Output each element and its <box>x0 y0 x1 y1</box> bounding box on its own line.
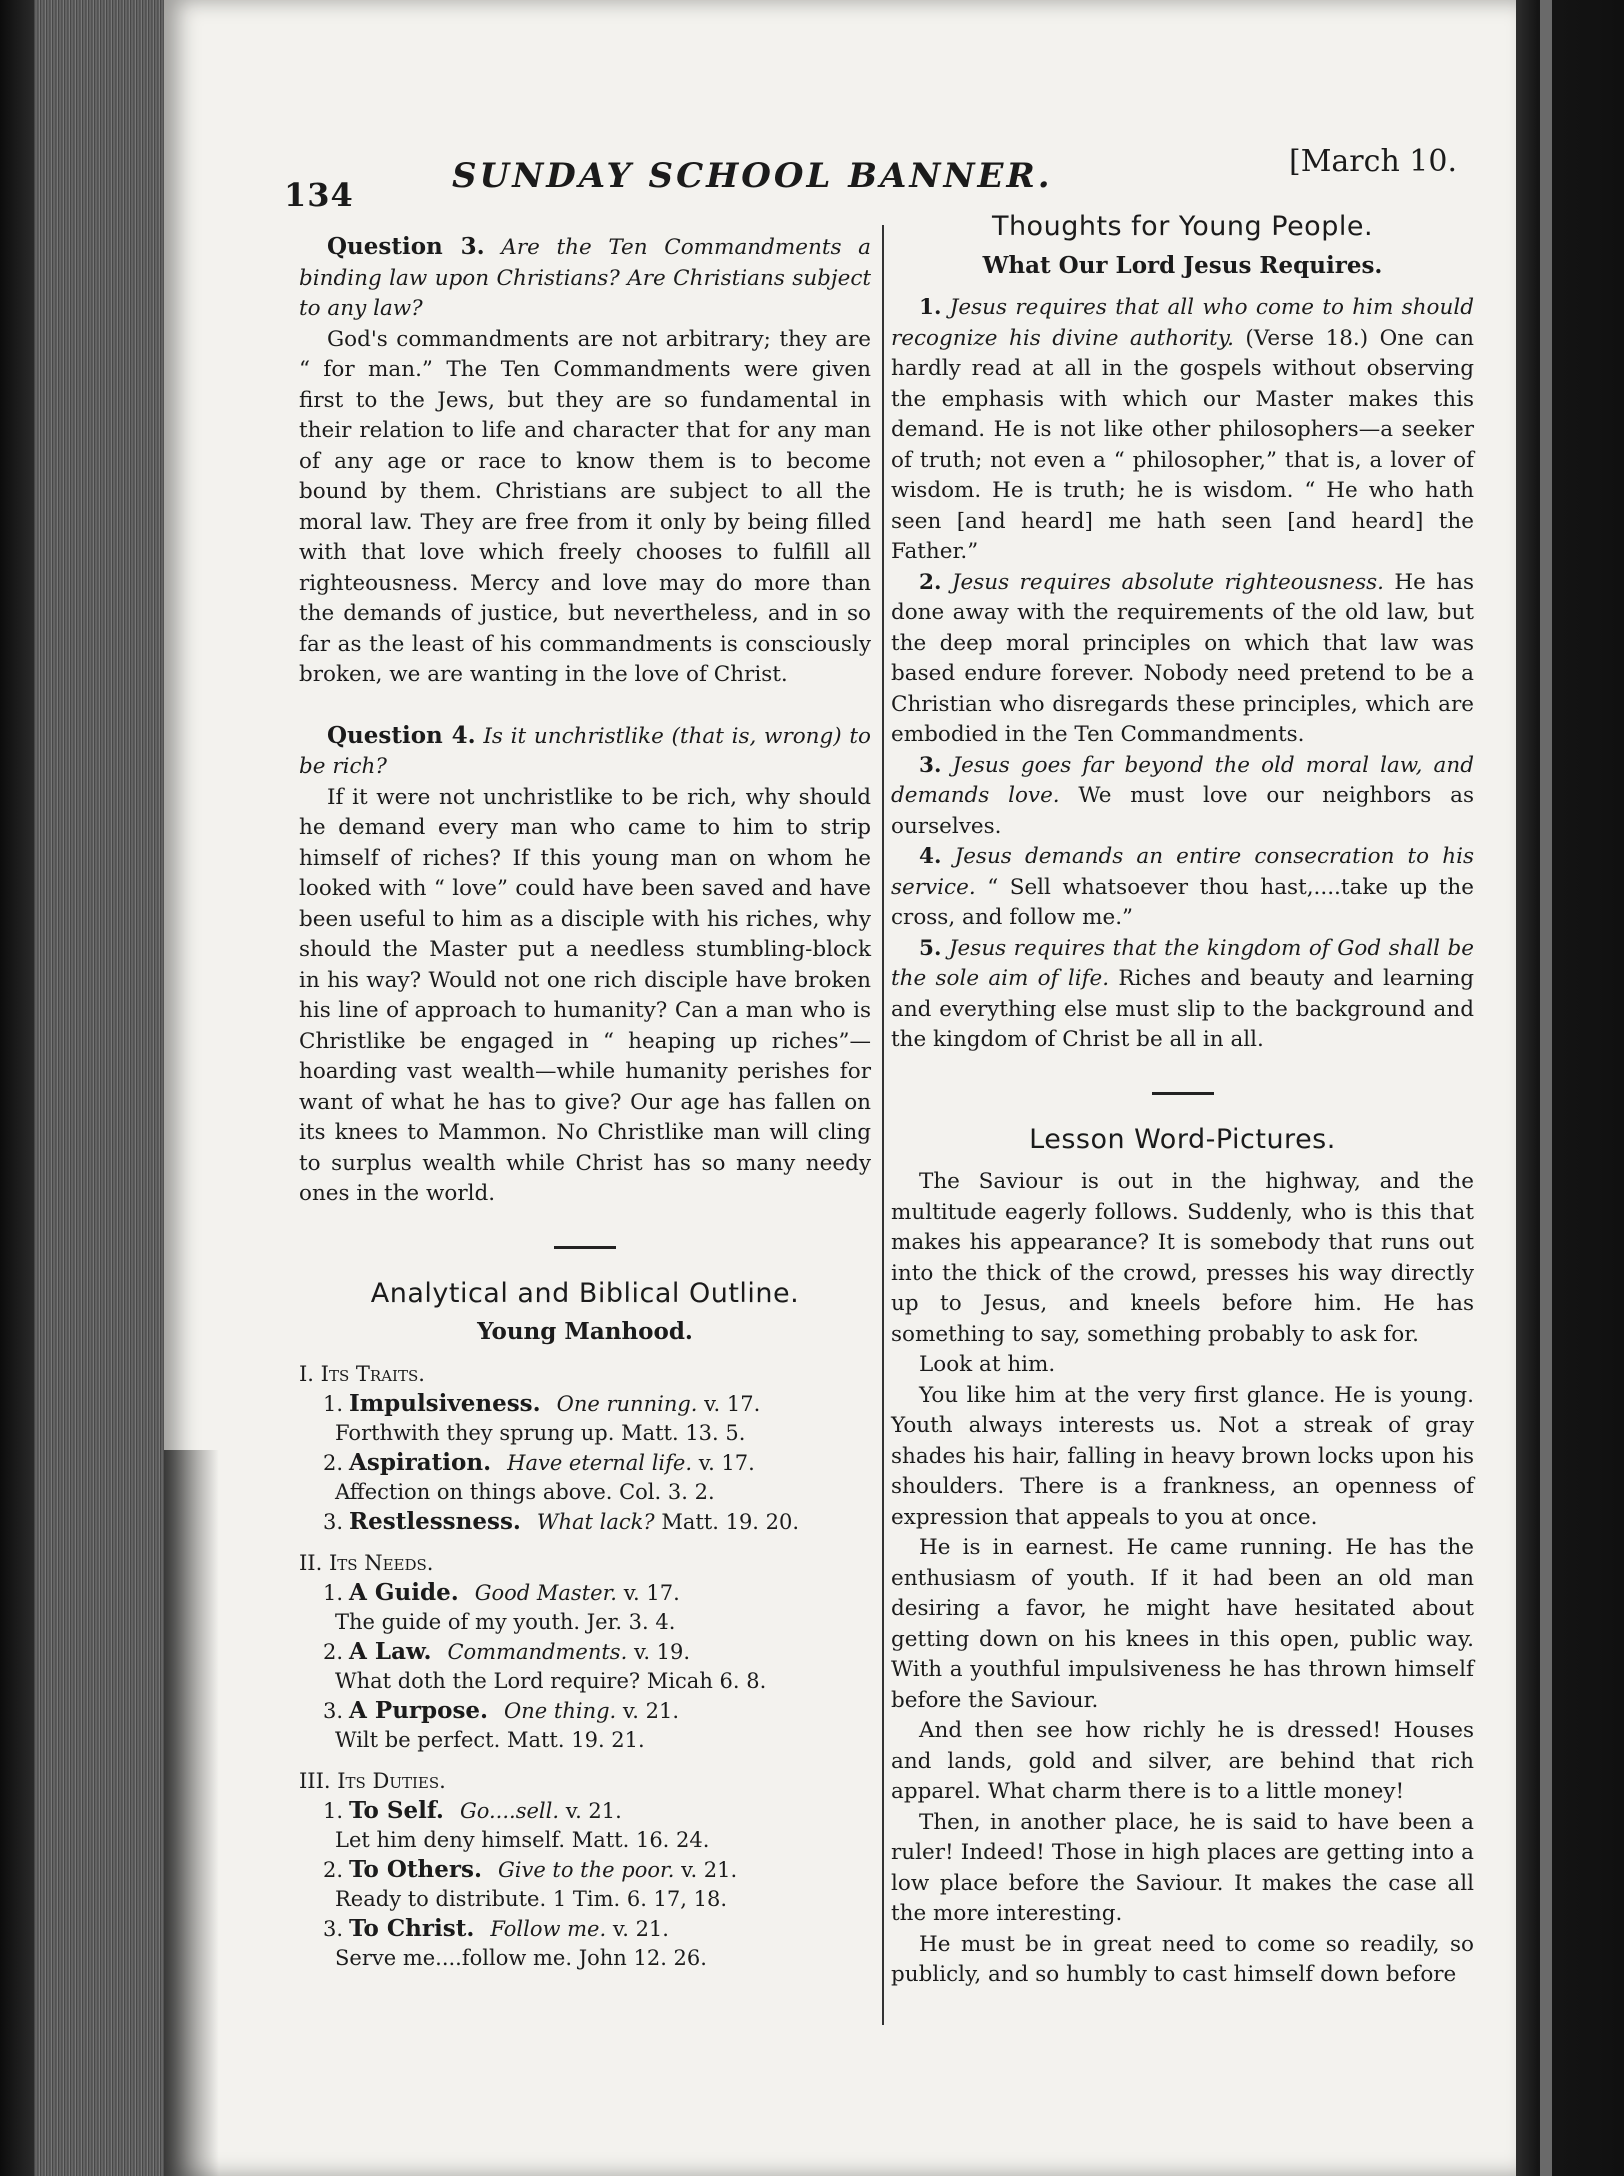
outline-item-crossref: Ready to distribute. 1 Tim. 6. 17, 18. <box>335 1886 728 1911</box>
word-picture-paragraph: Then, in another place, he is said to have been a ruler! Indeed! Those in high places are getting into a low place before the Saviour. It makes the case all the more interesting. <box>891 1809 1474 1926</box>
outline-item-quote: One running. <box>556 1391 698 1416</box>
outline-subheading: Young Manhood. <box>477 1318 693 1345</box>
thought-point-text: (Verse 18.) One can hardly read at all in the gospels without observing the emphasis with which our Master makes this demand. He is not like other philosophers—a seeker of truth; not even a “ philosopher,” that is, a lover of wisdom. He is truth; he is wisdom. “ He who hath seen [and heard] me hath seen [and heard] the Father.” <box>891 325 1474 564</box>
outline-item-term: Restlessness. <box>349 1507 521 1535</box>
thought-point-text: He has done away with the requirements of the old law, but the deep moral principles on which that law was based endure forever. Nobody need pretend to be a Christian who disregards these principles, which are embodied in the Ten Commandments. <box>891 569 1474 747</box>
outline-item <box>299 1448 871 1478</box>
outline-item-quote: Good Master. <box>474 1580 617 1605</box>
outline-item-crossref: Serve me....follow me. John 12. 26. <box>335 1945 707 1970</box>
thoughts-subheading: What Our Lord Jesus Requires. <box>982 251 1383 279</box>
outline-section <box>299 1549 871 1755</box>
thought-point <box>891 293 1474 568</box>
outline-item-reference: v. 17. <box>698 1450 755 1475</box>
section-divider <box>1152 1092 1214 1095</box>
thought-point <box>891 568 1474 751</box>
outline-item-number: 1. <box>323 1391 344 1416</box>
column-divider <box>882 225 884 2025</box>
issue-date: [March 10. <box>1289 144 1458 179</box>
outline-section-title: I. Its Traits. <box>299 1361 425 1386</box>
outline-item <box>299 1914 871 1944</box>
outline-item-reference: Matt. 19. 20. <box>661 1509 800 1534</box>
thought-point-requirement: Jesus requires absolute righteousness. <box>951 569 1384 595</box>
outline-item <box>299 1637 871 1667</box>
outline-item-crossref: Affection on things above. Col. 3. 2. <box>335 1479 715 1504</box>
outline-item-crossref: What doth the Lord require? Micah 6. 8. <box>335 1668 767 1693</box>
outline-item-crossref: Wilt be perfect. Matt. 19. 21. <box>335 1727 645 1752</box>
thought-point-number: 3. <box>919 752 942 778</box>
outline-item <box>299 1507 871 1537</box>
outline-item-term: Impulsiveness. <box>349 1389 541 1417</box>
thoughts-points <box>891 293 1474 1056</box>
outline-item-quote: Commandments. <box>447 1639 628 1664</box>
outline-item-crossref: The guide of my youth. Jer. 3. 4. <box>335 1609 676 1634</box>
thought-point <box>891 934 1474 1056</box>
book-spine <box>0 0 34 2176</box>
word-picture-paragraph: And then see how richly he is dressed! Houses and lands, gold and silver, are behind that rich apparel. What charm there is to a little money! <box>891 1718 1474 1804</box>
outline-item-number: 2. <box>323 1450 344 1475</box>
thoughts-heading: Thoughts for Young People. <box>991 211 1374 242</box>
outline-item-number: 3. <box>323 1509 344 1534</box>
outline-item-number: 2. <box>323 1639 344 1664</box>
outline-item-quote: One thing. <box>504 1698 617 1723</box>
question-4-label: Question 4. <box>327 721 476 749</box>
facing-page-edge <box>1540 0 1552 2176</box>
scan-background-right <box>1516 0 1624 2176</box>
outline-item-quote: Give to the poor. <box>497 1857 675 1882</box>
word-pictures-body <box>891 1167 1474 1991</box>
right-column <box>891 212 1474 1991</box>
outline-item <box>299 1389 871 1419</box>
outline-item-term: To Others. <box>349 1855 482 1883</box>
outline-list <box>299 1360 871 1973</box>
outline-item-reference: v. 17. <box>623 1580 680 1605</box>
question-3 <box>299 232 871 325</box>
page-header <box>284 140 1484 214</box>
word-picture-paragraph: He is in earnest. He came running. He has the enthusiasm of youth. If it had been an old man desiring a favor, he might have hesitated about getting down on his knees in this open, public way. With a youthful impulsiveness he has thrown himself before the Saviour. <box>891 1535 1474 1713</box>
outline-section <box>299 1767 871 1973</box>
thought-point <box>891 842 1474 934</box>
question-3-answer: God's commandments are not arbitrary; they are “ for man.” The Ten Commandments were given first to the Jews, but they are so fundamental in their relation to life and character that for any man of any age or race to know them is to become bound by them. Christians are subject to all the moral law. They are free from it only by being filled with that love which freely chooses to fulfill all righteousness. Mercy and love may do more than the demands of justice, but nevertheless, and in so far as the least of his commandments is consciously broken, we are wanting in the love of Christ. <box>299 326 871 687</box>
outline-item <box>299 1578 871 1608</box>
outline-item-reference: v. 21. <box>622 1698 680 1723</box>
outline-item-reference: v. 17. <box>704 1391 761 1416</box>
outline-item-number: 3. <box>323 1916 344 1941</box>
outline-item-reference: v. 21. <box>612 1916 669 1941</box>
outline-item-quote: Have eternal life. <box>507 1450 693 1475</box>
outline-section-title: III. Its Duties. <box>299 1768 446 1793</box>
left-column <box>299 232 871 1973</box>
question-3-label: Question 3. <box>327 233 485 260</box>
thought-point-text: Riches and beauty and learning and everything else must slip to the background and the kingdom of Christ be all in all. <box>891 966 1474 1052</box>
section-divider <box>554 1246 616 1249</box>
outline-item-term: A Law. <box>349 1637 432 1665</box>
outline-section <box>299 1360 871 1537</box>
outline-item-quote: Follow me. <box>490 1916 607 1941</box>
word-picture-paragraph: He must be in great need to come so readily, so publicly, and so humbly to cast himself down before <box>891 1931 1474 1987</box>
outline-item-crossref: Forthwith they sprung up. Matt. 13. 5. <box>335 1420 746 1445</box>
outline-item-number: 3. <box>323 1698 344 1723</box>
question-3-text: Are the Ten Commandments a binding law upon Christians? Are Christians subject to any law? <box>299 235 871 321</box>
binding-shadow <box>164 1450 219 2176</box>
outline-item-quote: Go....sell. <box>459 1798 560 1823</box>
outline-item-reference: v. 21. <box>681 1857 738 1882</box>
thought-point-number: 1. <box>919 295 942 320</box>
outline-item-term: To Self. <box>349 1796 444 1824</box>
outline-item-number: 1. <box>323 1798 344 1823</box>
thought-point-requirement: Jesus requires that the kingdom of God shall be the sole aim of life. <box>891 935 1474 991</box>
spacer <box>299 691 871 721</box>
thought-point-number: 5. <box>919 935 942 961</box>
page-number: 134 <box>284 176 354 214</box>
outline-item-number: 2. <box>323 1857 344 1882</box>
thought-point-text: We must love our neighbors as ourselves. <box>891 783 1474 839</box>
outline-item-term: To Christ. <box>349 1914 475 1942</box>
word-picture-paragraph: Look at him. <box>919 1352 1056 1377</box>
question-4-answer: If it were not unchristlike to be rich, why should he demand every man who came to him to strip himself of riches? If this young man on whom he looked with “ love” could have been saved and have been useful to him as a disciple with his riches, why should the Master put a needless stumbling-block in his way? Would not one rich disciple have broken his line of approach to humanity? Can a man who is Christlike be engaged in “ heaping up riches”—hoarding vast wealth—while humanity perishes for want of what he has to give? Our age has fallen on its knees to Mammon. No Christlike man will cling to surplus wealth while Christ has so many needy ones in the world. <box>299 784 871 1206</box>
thought-point <box>891 751 1474 843</box>
outline-item <box>299 1855 871 1885</box>
word-pictures-heading: Lesson Word-Pictures. <box>1029 1123 1336 1155</box>
outline-item <box>299 1796 871 1826</box>
question-4-text: Is it unchristlike (that is, wrong) to be rich? <box>299 723 871 779</box>
book-page <box>164 0 1516 2176</box>
word-picture-paragraph: The Saviour is out in the highway, and the multitude eagerly follows. Suddenly, who is this that makes his appearance? It is somebody that runs out into the thick of the crowd, presses his way directly up to Jesus, and kneels before him. He has something to say, something probably to ask for. <box>891 1169 1474 1347</box>
outline-item-term: A Purpose. <box>349 1696 489 1724</box>
thought-point-requirement: Jesus goes far beyond the old moral law, and demands love. <box>891 752 1474 808</box>
question-4 <box>299 721 871 783</box>
outline-item-term: Aspiration. <box>349 1448 492 1476</box>
outline-item-term: A Guide. <box>349 1578 459 1606</box>
outline-item-quote: What lack? <box>536 1509 655 1534</box>
outline-section-title: II. Its Needs. <box>299 1550 434 1575</box>
outline-heading: Analytical and Biblical Outline. <box>370 1277 800 1309</box>
thought-point-requirement: Jesus requires that all who come to him should recognize his divine authority. <box>891 295 1474 351</box>
outline-item-crossref: Let him deny himself. Matt. 16. 24. <box>335 1827 710 1852</box>
outline-item-number: 1. <box>323 1580 344 1605</box>
outline-item-reference: v. 19. <box>633 1639 691 1664</box>
thought-point-number: 2. <box>919 569 942 595</box>
outline-item-reference: v. 21. <box>565 1798 622 1823</box>
thought-point-text: “ Sell whatsoever thou hast,....take up the cross, and follow me.” <box>891 874 1474 930</box>
thought-point-requirement: Jesus demands an entire consecration to his service. <box>891 844 1474 900</box>
running-title: SUNDAY SCHOOL BANNER. <box>452 156 1053 196</box>
word-picture-paragraph: You like him at the very first glance. He is young. Youth always interests us. Not a streak of gray shades his hair, falling in heavy brown locks upon his shoulders. There is a frankness, an openness of expression that appeals to you at once. <box>891 1382 1474 1530</box>
page-edges <box>34 0 164 2176</box>
outline-item <box>299 1696 871 1726</box>
thought-point-number: 4. <box>919 844 942 869</box>
